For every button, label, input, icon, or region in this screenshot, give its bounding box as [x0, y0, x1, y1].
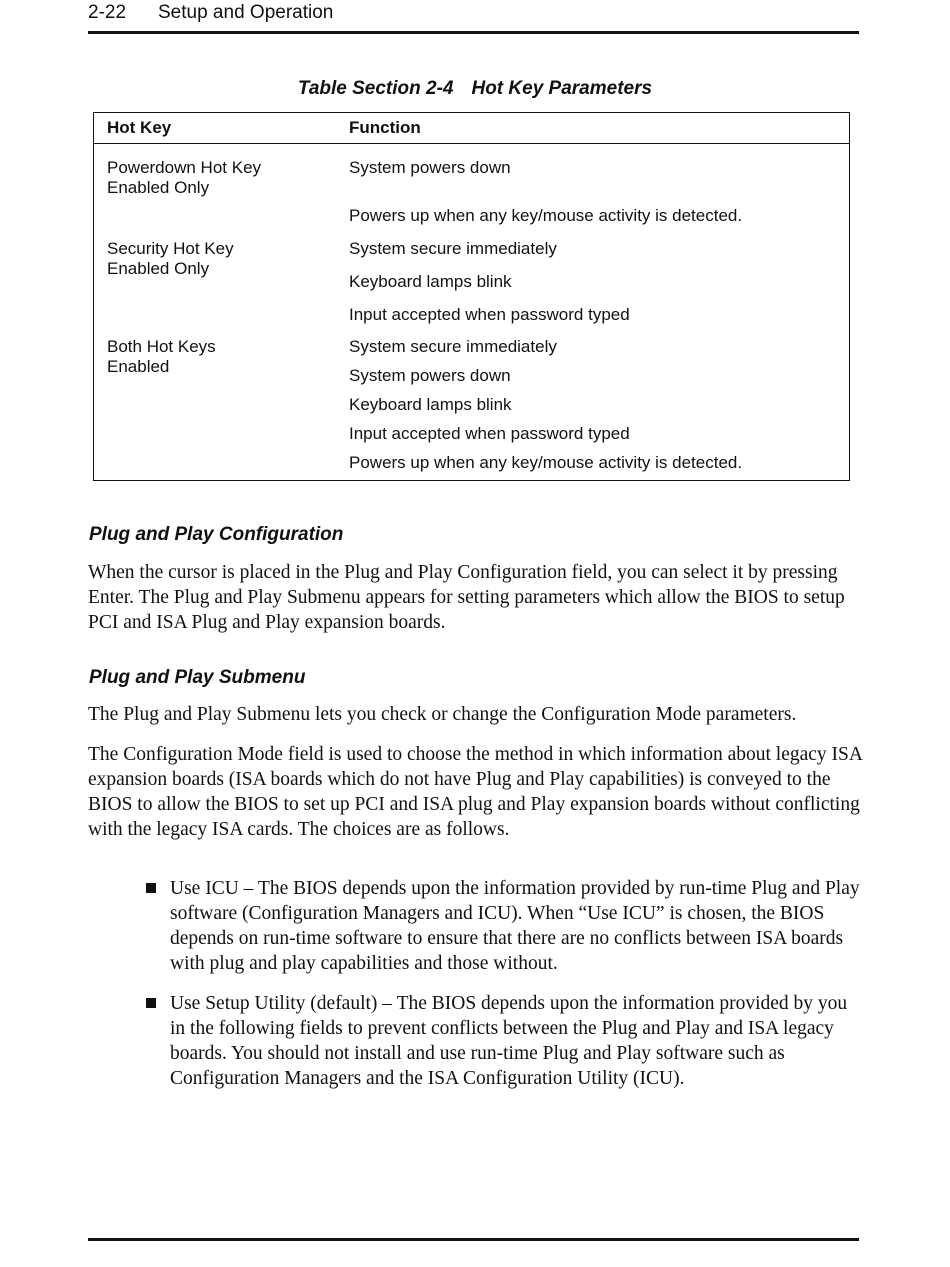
table-caption-label: Table Section 2-4	[297, 78, 454, 99]
list-item-text: Use Setup Utility (default) – The BIOS depends upon the information provided by you in the following fields to prevent conflicts between the Plug and Play and ISA legacy boards. You should not install and use run-time Plug and Play software such as Configuration Managers and the ISA Configuration Utility (ICU).	[170, 993, 848, 1089]
function-cell: System secure immediately	[349, 239, 557, 258]
paragraph-configuration-mode: The Configuration Mode field is used to choose the method in which information about legacy ISA expansion boards (ISA boards which do not have Plug and Play capabilities) is conveyed to the BIOS to allow the BIOS to set up PCI and ISA plug and Play expansion boards without conflicting with the legacy ISA cards. The choices are as follows.	[88, 744, 862, 840]
column-header-hot-key: Hot Key	[107, 118, 172, 137]
function-cell: Input accepted when password typed	[349, 424, 630, 443]
function-cell: Keyboard lamps blink	[349, 272, 512, 291]
hot-key-cell: Enabled Only	[107, 178, 210, 197]
hot-key-cell: Both Hot Keys	[107, 337, 216, 356]
function-cell: Powers up when any key/mouse activity is detected.	[349, 453, 743, 472]
paragraph-pnp-configuration: When the cursor is placed in the Plug and Play Configuration field, you can select it by pressing Enter. The Plug and Play Submenu appears for setting parameters which allow the BIOS to setup PCI and ISA Plug and Play expansion boards.	[88, 562, 845, 633]
section-heading-pnp-submenu: Plug and Play Submenu	[89, 667, 306, 688]
paragraph-pnp-submenu-intro: The Plug and Play Submenu lets you check or change the Configuration Mode parameters.	[88, 704, 797, 725]
header-section-title: Setup and Operation	[158, 2, 334, 23]
hot-key-cell: Enabled Only	[107, 259, 210, 278]
hot-key-cell: Powerdown Hot Key	[107, 158, 262, 177]
table-caption-title: Hot Key Parameters	[471, 78, 653, 99]
function-cell: System powers down	[349, 158, 511, 177]
square-bullet-icon	[146, 883, 156, 893]
hot-key-cell: Enabled	[107, 357, 170, 376]
section-heading-pnp-configuration: Plug and Play Configuration	[89, 524, 344, 545]
function-cell: Powers up when any key/mouse activity is detected.	[349, 206, 743, 225]
column-header-function: Function	[349, 118, 421, 137]
header-rule	[88, 31, 859, 34]
function-cell: System powers down	[349, 366, 511, 385]
function-cell: System secure immediately	[349, 337, 557, 356]
list-item-text: Use ICU – The BIOS depends upon the information provided by run-time Plug and Play software (Configuration Managers and ICU). When “Use ICU” is chosen, the BIOS depends on run-time software to ensure that there are no conflicts between ISA boards with plug and play capabilities and those without.	[170, 878, 860, 974]
square-bullet-icon	[146, 998, 156, 1008]
hotkey-table	[93, 112, 850, 481]
table-header-row	[94, 113, 849, 144]
table-caption	[0, 78, 950, 100]
hot-key-cell: Security Hot Key	[107, 239, 234, 258]
running-header	[88, 2, 333, 24]
page-number: 2-22	[88, 2, 127, 23]
function-cell: Keyboard lamps blink	[349, 395, 512, 414]
footer-rule	[88, 1238, 859, 1241]
function-cell: Input accepted when password typed	[349, 305, 630, 324]
